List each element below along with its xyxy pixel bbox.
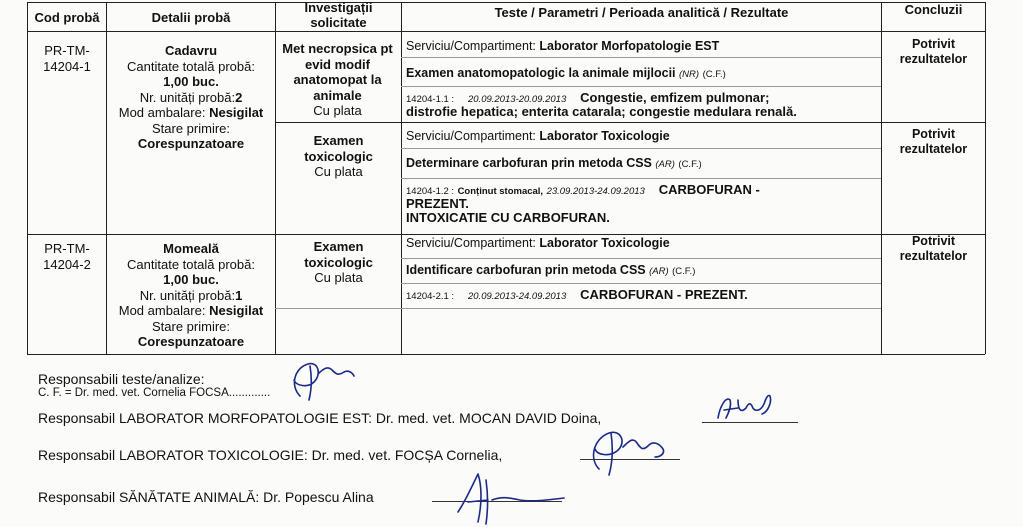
service-value: Laborator Toxicologie bbox=[539, 129, 670, 143]
units-row bbox=[107, 90, 275, 106]
qty-value: 1,00 buc. bbox=[163, 74, 219, 89]
state-label: Stare primire: bbox=[151, 318, 231, 334]
toxicologie-responsible-line: Responsabil LABORATOR TOXICOLOGIE: Dr. med. vet. FOCȘA Cornelia, bbox=[38, 447, 503, 463]
responsabili-title: Responsabili teste/analize: bbox=[38, 371, 205, 387]
investigation-line: toxicologic bbox=[304, 148, 373, 164]
investigation-2-1 bbox=[276, 239, 401, 286]
sample-name: Momeală bbox=[163, 241, 219, 256]
test-flag: (AR) bbox=[649, 266, 669, 277]
qty-label: Cantitate totală probă: bbox=[127, 256, 255, 272]
investigation-line: animale bbox=[313, 87, 362, 103]
test-flag: (NR) bbox=[679, 69, 700, 80]
test-name-row bbox=[406, 263, 695, 279]
result-code: 14204-2.1 : bbox=[406, 291, 455, 302]
pack-row bbox=[107, 303, 275, 319]
service-value: Laborator Toxicologie bbox=[539, 236, 670, 250]
units-value: 1 bbox=[235, 287, 243, 303]
header-bottom-border bbox=[27, 31, 985, 32]
signature-focsa-small bbox=[282, 356, 362, 406]
result-text: CARBOFURAN - bbox=[658, 182, 760, 197]
investigation-line: evid modif bbox=[304, 56, 370, 72]
units-label: Nr. unități probă: bbox=[139, 287, 236, 303]
cf-responsible-line: C. F. = Dr. med. vet. Cornelia FOCSA............. bbox=[38, 387, 271, 399]
header-investigatii bbox=[276, 0, 401, 30]
result-text-line3: INTOXICATIE CU CARBOFURAN. bbox=[406, 210, 610, 225]
pack-value: Nesigilat bbox=[209, 105, 264, 120]
sample-1-cod bbox=[28, 43, 106, 74]
state-value: Corespunzatoare bbox=[137, 334, 245, 349]
sample-cod-line2: 14204-1 bbox=[43, 58, 91, 74]
investigation-1-1 bbox=[272, 41, 403, 119]
sample-2-details bbox=[107, 241, 275, 350]
service-label: Serviciu/Compartiment: bbox=[406, 236, 536, 250]
conclusion-line2: rezultatelor bbox=[899, 249, 968, 263]
service-row bbox=[406, 236, 670, 250]
conclusion-line1: Potrivit bbox=[911, 127, 956, 141]
sanatate-responsible-line: Responsabil SĂNĂTATE ANIMALĂ: Dr. Popescu Alina bbox=[38, 489, 374, 505]
test-divider bbox=[275, 308, 881, 309]
sample-cod-line1: PR-TM- bbox=[44, 43, 90, 58]
result-period: 23.09.2013-24.09.2013 bbox=[546, 186, 645, 197]
result-code: 14204-1.1 : bbox=[406, 94, 455, 105]
conclusion-line1: Potrivit bbox=[911, 37, 956, 51]
investigation-line: Examen bbox=[313, 239, 364, 254]
qty-value: 1,00 buc. bbox=[163, 272, 219, 287]
qty-label: Cantitate totală probă: bbox=[127, 58, 255, 74]
test-name: Determinare carbofuran prin metoda CSS bbox=[406, 156, 652, 170]
test-cf: (C.F.) bbox=[672, 266, 696, 277]
pack-row bbox=[107, 105, 275, 121]
header-detalii-proba: Detalii probă bbox=[151, 10, 231, 25]
pack-label: Mod ambalare: bbox=[118, 105, 206, 120]
header-concluzii: Concluzii bbox=[904, 2, 963, 17]
units-row bbox=[107, 288, 275, 304]
header-cod-proba: Cod probă bbox=[34, 10, 100, 25]
test-cf: (C.F.) bbox=[702, 69, 726, 80]
row-divider-1 bbox=[27, 234, 985, 235]
header-investigatii-line1: Investigații bbox=[304, 0, 373, 15]
sample-1-details bbox=[107, 43, 275, 152]
test-divider bbox=[401, 148, 881, 149]
sample-cod-line1: PR-TM- bbox=[44, 241, 90, 256]
service-row bbox=[406, 39, 719, 53]
signature-mocan bbox=[712, 388, 782, 424]
signature-popescu bbox=[448, 470, 568, 527]
conclusion-1-1 bbox=[882, 37, 985, 67]
result-code: 14204-1.2 : bbox=[406, 186, 455, 197]
state-label: Stare primire: bbox=[151, 120, 231, 136]
morfopatologie-responsible-line: Responsabil LABORATOR MORFOPATOLOGIE EST: Dr. med. vet. MOCAN DAVID Doina, bbox=[38, 410, 602, 426]
units-value: 2 bbox=[235, 89, 243, 105]
investigation-line: anatomopat la bbox=[293, 72, 382, 87]
test-divider bbox=[401, 283, 881, 284]
conclusion-line2: rezultatelor bbox=[899, 142, 968, 156]
state-value: Corespunzatoare bbox=[137, 136, 245, 151]
conclusion-line2: rezultatelor bbox=[899, 52, 968, 66]
test-name-row bbox=[406, 66, 726, 82]
sample-name: Cadavru bbox=[164, 43, 218, 58]
payment: Cu plata bbox=[314, 164, 363, 179]
conclusion-line1: Potrivit bbox=[911, 234, 956, 248]
result-text-line2: distrofie hepatica; enterita catarala; congestie medulara renală. bbox=[406, 104, 797, 119]
service-label: Serviciu/Compartiment: bbox=[406, 39, 536, 53]
test-cf: (C.F.) bbox=[678, 159, 702, 170]
conclusion-1-2 bbox=[882, 127, 985, 157]
analysis-divider bbox=[275, 122, 985, 123]
header-investigatii-line2: solicitate bbox=[310, 15, 367, 30]
investigation-line: toxicologic bbox=[304, 254, 373, 270]
service-row bbox=[406, 129, 670, 143]
test-name: Identificare carbofuran prin metoda CSS bbox=[406, 263, 646, 277]
test-name-row bbox=[406, 156, 702, 172]
payment: Cu plata bbox=[314, 270, 363, 285]
service-label: Serviciu/Compartiment: bbox=[406, 129, 536, 143]
test-divider bbox=[401, 258, 881, 259]
sample-2-cod bbox=[28, 241, 106, 272]
signature-focsa bbox=[585, 425, 675, 480]
test-divider bbox=[401, 86, 881, 87]
investigation-line: Examen bbox=[313, 133, 364, 148]
test-flag: (AR) bbox=[655, 159, 675, 170]
investigation-line: Met necropsica pt bbox=[282, 41, 393, 56]
header-teste: Teste / Parametri / Perioada analitică / Rezultate bbox=[494, 5, 789, 20]
test-name: Examen anatomopatologic la animale mijlocii bbox=[406, 66, 676, 80]
result-text: CARBOFURAN - PREZENT. bbox=[580, 287, 748, 302]
result-period: 20.09.2013-20.09.2013 bbox=[467, 94, 567, 105]
result-text: Congestie, emfizem pulmonar; bbox=[580, 90, 770, 105]
test-divider bbox=[401, 178, 881, 179]
result-period: 20.09.2013-24.09.2013 bbox=[467, 291, 567, 302]
table-top-border bbox=[27, 2, 985, 3]
pack-label: Mod ambalare: bbox=[118, 303, 206, 318]
sample-cod-line2: 14204-2 bbox=[43, 256, 91, 272]
service-value: Laborator Morfopatologie EST bbox=[539, 39, 720, 53]
pack-value: Nesigilat bbox=[209, 303, 264, 318]
result-text-line2: PREZENT. bbox=[406, 196, 469, 211]
conclusion-2-1 bbox=[882, 234, 985, 264]
table-bottom-border bbox=[27, 354, 985, 355]
col-border-right bbox=[985, 2, 986, 354]
result-matrix: Conținut stomacal, bbox=[457, 186, 544, 197]
payment: Cu plata bbox=[313, 103, 362, 118]
units-label: Nr. unități probă: bbox=[139, 89, 236, 105]
investigation-1-2 bbox=[276, 133, 401, 180]
result-row bbox=[406, 288, 748, 304]
test-divider bbox=[401, 57, 881, 58]
